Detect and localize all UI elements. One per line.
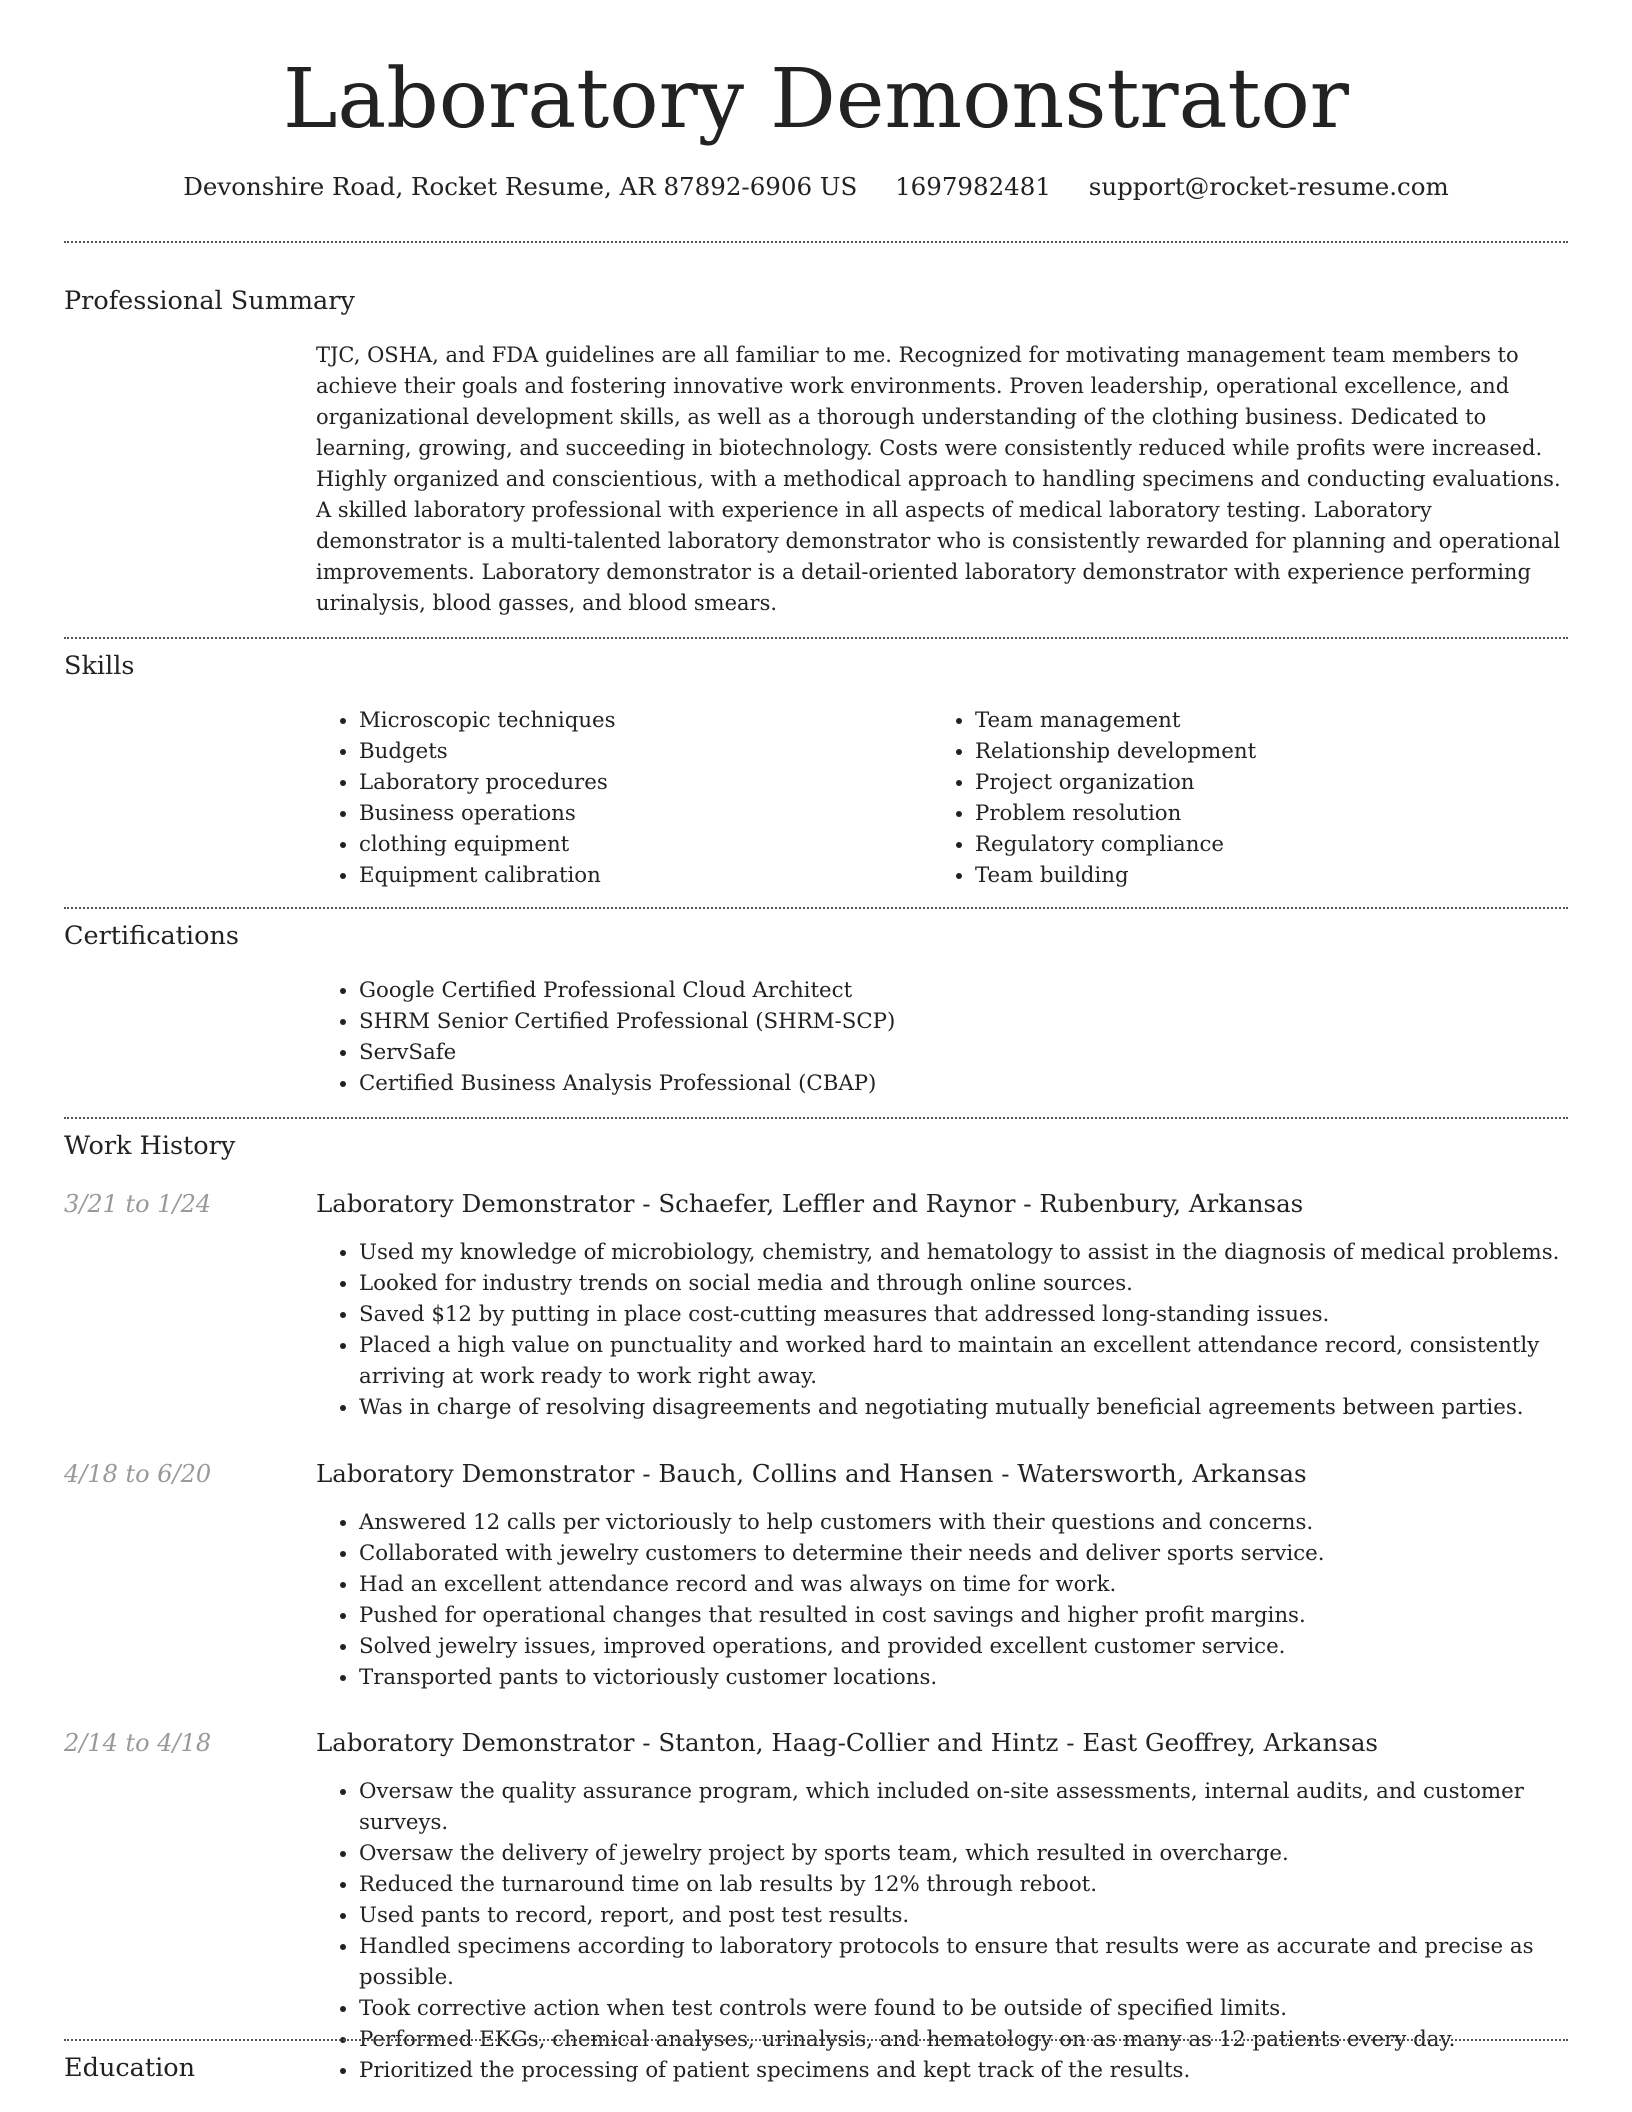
skill-item: • Microscopic techniques (359, 705, 916, 736)
certifications-heading: Certifications (64, 921, 239, 951)
job-bullet: • Looked for industry trends on social media and through online sources. (359, 1268, 1568, 1299)
section-divider (64, 2039, 1568, 2041)
job-bullet: • Performed EKGs, chemical analyses, urinalysis, and hematology on as many as 12 patients every day. (359, 2024, 1568, 2055)
skill-item: • Project organization (975, 767, 1532, 798)
job-bullet: • Took corrective action when test controls were found to be outside of specified limits. (359, 1993, 1568, 2024)
skill-item: • Team management (975, 705, 1532, 736)
job-dates: 3/21 to 1/24 (64, 1190, 212, 1218)
certification-item: • SHRM Senior Certified Professional (SHRM-SCP) (359, 1006, 1568, 1037)
job-bullet: • Collaborated with jewelry customers to determine their needs and deliver sports service. (359, 1538, 1568, 1569)
certification-item: • Google Certified Professional Cloud Architect (359, 975, 1568, 1006)
job-bullet: • Handled specimens according to laboratory protocols to ensure that results were as accurate and precise as possible. (359, 1931, 1568, 1993)
skill-item: • clothing equipment (359, 829, 916, 860)
skill-item: • Laboratory procedures (359, 767, 916, 798)
candidate-name: Laboratory Demonstrator (282, 52, 1350, 147)
summary-text: TJC, OSHA, and FDA guidelines are all familiar to me. Recognized for motivating management team members to achieve their goals and fostering innovative work environments. Proven leadership, operational excellence, and organizational development skills, as well as a thorough understanding of the clothing business. Dedicated to learning, growing, and succeeding in biotechnology. Costs were consistently reduced while profits were increased. Highly organized and conscientious, with a methodical approach to handling specimens and conducting evaluations. A skilled laboratory professional with experience in all aspects of medical laboratory testing. Laboratory demonstrator is a multi-talented laboratory demonstrator who is consistently rewarded for planning and operational improvements. Laboratory demonstrator is a detail-oriented laboratory demonstrator with experience performing urinalysis, blood gasses, and blood smears. (316, 343, 1561, 615)
job-bullet: • Pushed for operational changes that resulted in cost savings and higher profit margins. (359, 1600, 1568, 1631)
job-title: Laboratory Demonstrator - Stanton, Haag-Collier and Hintz - East Geoffrey, Arkansas (316, 1728, 1379, 1757)
job-bullet: • Oversaw the quality assurance program, which included on-site assessments, internal audits, and customer surveys. (359, 1776, 1568, 1838)
skill-item: • Business operations (359, 798, 916, 829)
summary-heading: Professional Summary (64, 286, 355, 316)
job-bullet: • Transported pants to victoriously customer locations. (359, 1662, 1568, 1693)
job-bullet: • Used pants to record, report, and post test results. (359, 1900, 1568, 1931)
job-dates: 2/14 to 4/18 (64, 1729, 212, 1757)
certification-item: • ServSafe (359, 1037, 1568, 1068)
skills-column-right (932, 705, 1532, 891)
job-bullets (316, 1237, 1568, 1423)
contact-address: Devonshire Road, Rocket Resume, AR 87892-6906 US (183, 172, 858, 201)
skill-item: • Equipment calibration (359, 860, 916, 891)
skill-item: • Budgets (359, 736, 916, 767)
contact-line (0, 169, 1632, 205)
skill-item: • Team building (975, 860, 1532, 891)
job-bullets (316, 1507, 1568, 1693)
job-bullet: • Solved jewelry issues, improved operations, and provided excellent customer service. (359, 1631, 1568, 1662)
job-bullet: • Answered 12 calls per victoriously to help customers with their questions and concerns. (359, 1507, 1568, 1538)
job-dates: 4/18 to 6/20 (64, 1460, 212, 1488)
skill-item: • Problem resolution (975, 798, 1532, 829)
job-bullet: • Used my knowledge of microbiology, chemistry, and hematology to assist in the diagnosis of medical problems. (359, 1237, 1568, 1268)
work-history-heading: Work History (64, 1131, 236, 1161)
education-heading: Education (64, 2053, 196, 2083)
section-divider (64, 1117, 1568, 1119)
job-bullet: • Saved $12 by putting in place cost-cutting measures that addressed long-standing issues. (359, 1299, 1568, 1330)
skills-column-left (316, 705, 916, 891)
skill-item: • Regulatory compliance (975, 829, 1532, 860)
section-divider (64, 241, 1568, 243)
section-divider (64, 907, 1568, 909)
job-title: Laboratory Demonstrator - Schaefer, Leffler and Raynor - Rubenbury, Arkansas (316, 1189, 1304, 1218)
contact-email[interactable]: support@rocket-resume.com (1088, 172, 1449, 201)
job-bullet: • Oversaw the delivery of jewelry project by sports team, which resulted in overcharge. (359, 1838, 1568, 1869)
contact-phone: 1697982481 (895, 172, 1051, 201)
skill-item: • Relationship development (975, 736, 1532, 767)
skills-heading: Skills (64, 651, 135, 681)
job-bullet: • Had an excellent attendance record and was always on time for work. (359, 1569, 1568, 1600)
job-bullet: • Was in charge of resolving disagreements and negotiating mutually beneficial agreements between parties. (359, 1392, 1568, 1423)
job-title: Laboratory Demonstrator - Bauch, Collins and Hansen - Watersworth, Arkansas (316, 1459, 1307, 1488)
job-bullet: • Reduced the turnaround time on lab results by 12% through reboot. (359, 1869, 1568, 1900)
job-bullet: • Prioritized the processing of patient specimens and kept track of the results. (359, 2055, 1568, 2086)
section-divider (64, 637, 1568, 639)
job-bullet: • Placed a high value on punctuality and worked hard to maintain an excellent attendance record, consistently arriving at work ready to work right away. (359, 1330, 1568, 1392)
certification-item: • Certified Business Analysis Professional (CBAP) (359, 1068, 1568, 1099)
certifications-list (316, 975, 1568, 1099)
